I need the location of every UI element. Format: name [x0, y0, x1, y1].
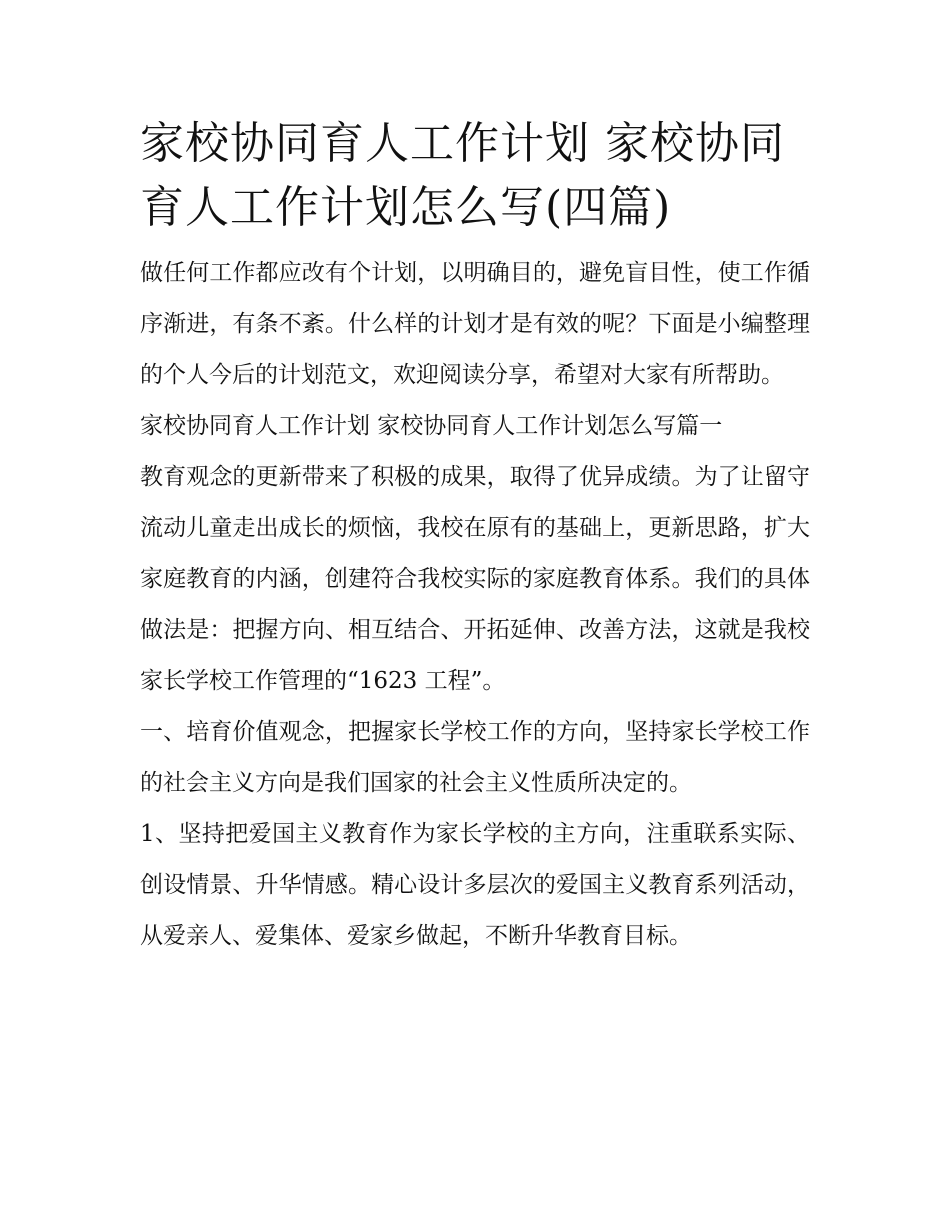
- paragraph-subpoint-1: 1、坚持把爱国主义教育作为家长学校的主方向，注重联系实际、创设情景、升华情感。精心设计多层次的爱国主义教育系列活动，从爱亲人、爱集体、爱家乡做起，不断升华教育目标。: [140, 821, 810, 949]
- paragraph-point-1: 一、培育价值观念，把握家长学校工作的方向，坚持家长学校工作的社会主义方向是我们国家的社会主义性质所决定的。: [140, 719, 810, 796]
- section-heading-1: 家校协同育人工作计划 家校协同育人工作计划怎么写篇一: [140, 413, 723, 439]
- document-body: [140, 112, 810, 962]
- document-title: 家校协同育人工作计划 家校协同育人工作计划怎么写(四篇): [140, 118, 785, 233]
- paragraph-intro: 做任何工作都应改有个计划，以明确目的，避免盲目性，使工作循序渐进，有条不紊。什么样的计划才是有效的呢？下面是小编整理的个人今后的计划范文，欢迎阅读分享，希望对大家有所帮助。: [140, 260, 810, 388]
- paragraph-body-1: 教育观念的更新带来了积极的成果，取得了优异成绩。为了让留守流动儿童走出成长的烦恼，我校在原有的基础上，更新思路，扩大家庭教育的内涵，创建符合我校实际的家庭教育体系。我们的具体做法是：把握方向、相互结合、开拓延伸、改善方法，这就是我校家长学校工作管理的“1623 工程”。: [140, 464, 810, 694]
